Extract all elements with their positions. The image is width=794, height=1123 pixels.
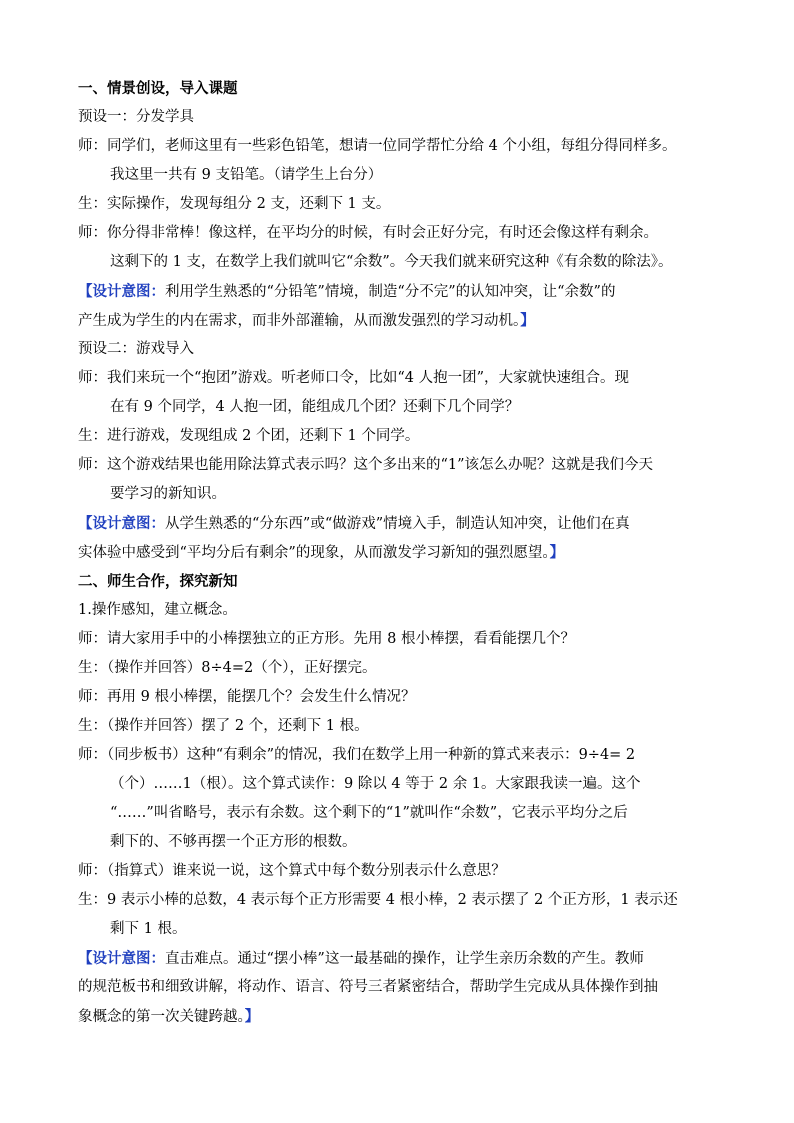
teacher-line: 师：这个游戏结果也能用除法算式表示吗？这个多出来的“1”该怎么办呢？这就是我们今天	[78, 457, 654, 473]
student-line-cont: 剩下 1 根。	[110, 921, 187, 937]
preset-2-label: 预设二：游戏导入	[78, 341, 194, 357]
design-intent-note-cont	[78, 306, 728, 335]
student-line: 生：（操作并回答）摆了 2 个，还剩下 1 根。	[78, 718, 369, 734]
design-intent-close: 】	[244, 1008, 260, 1025]
teacher-line: 师：请大家用手中的小棒摆独立的正方形。先用 8 根小棒摆，看看能摆几个？	[78, 631, 575, 647]
design-intent-note-cont	[78, 1002, 728, 1031]
design-intent-text: 利用学生熟悉的“分铅笔”情境，制造“分不完”的认知冲突，让“余数”的	[165, 284, 616, 300]
design-intent-note-cont	[78, 538, 728, 567]
teacher-line-cont: （个）……1（根）。这个算式读作：9 除以 4 等于 2 余 1。大家跟我读一遍。这个	[110, 776, 641, 792]
student-line: 生：9 表示小棒的总数，4 表示每个正方形需要 4 根小棒，2 表示摆了 2 个正方形，1 表示还	[78, 892, 678, 908]
section-1-heading: 一、情景创设，导入课题	[78, 80, 238, 97]
design-intent-note	[78, 944, 728, 973]
teacher-line: 师：我们来玩一个“抱团”游戏。听老师口令，比如“4 人抱一团”，大家就快速组合。现	[78, 370, 629, 386]
design-intent-text: 象概念的第一次关键跨越。	[78, 1009, 245, 1025]
teacher-line-cont: 这剩下的 1 支，在数学上我们就叫它“余数”。今天我们就来研究这种《有余数的除法》。	[110, 254, 673, 270]
teacher-line: 师：再用 9 根小棒摆，能摆几个？会发生什么情况？	[78, 689, 416, 705]
teacher-line: 师：（指算式）谁来说一说，这个算式中每个数分别表示什么意思？	[78, 863, 506, 879]
section-2-heading: 二、师生合作，探究新知	[78, 573, 238, 590]
design-intent-note-cont	[78, 973, 728, 1002]
teacher-line-cont: 我这里一共有 9 支铅笔。（请学生上台分）	[110, 167, 383, 183]
document-page	[78, 74, 728, 1031]
student-line: 生：实际操作，发现每组分 2 支，还剩下 1 支。	[78, 196, 391, 212]
design-intent-text: 从学生熟悉的“分东西”或“做游戏”情境入手，制造认知冲突，让他们在真	[165, 516, 630, 532]
teacher-line-cont: 剩下的、不够再摆一个正方形的根数。	[110, 834, 357, 850]
teacher-line-cont: “……”叫省略号，表示有余数。这个剩下的“1”就叫作“余数”，它表示平均分之后	[110, 805, 628, 821]
student-line: 生：进行游戏，发现组成 2 个团，还剩下 1 个同学。	[78, 428, 420, 444]
teacher-line: 师：（同步板书）这种“有剩余”的情况，我们在数学上用一种新的算式来表示：9÷4= 2	[78, 747, 636, 763]
design-intent-note	[78, 277, 728, 306]
design-intent-label: 【设计意图：	[78, 515, 165, 532]
design-intent-text: 直击难点。通过“摆小棒”这一最基础的操作，让学生亲历余数的产生。教师	[165, 951, 644, 967]
student-line: 生：（操作并回答）8÷4=2（个），正好摆完。	[78, 660, 377, 676]
design-intent-text: 实体验中感受到“平均分后有剩余”的现象，从而激发学习新知的强烈愿望。	[78, 545, 550, 561]
design-intent-close: 】	[520, 312, 535, 329]
design-intent-text: 的规范板书和细致讲解，将动作、语言、符号三者紧密结合，帮助学生完成从具体操作到抽	[78, 979, 658, 995]
design-intent-close: 】	[549, 544, 565, 561]
teacher-line-cont: 在有 9 个同学，4 人抱一团，能组成几个团？还剩下几个同学？	[110, 399, 520, 415]
teacher-line-cont: 要学习的新知识。	[110, 486, 226, 502]
design-intent-label: 【设计意图：	[78, 950, 165, 967]
design-intent-label: 【设计意图：	[78, 283, 165, 300]
design-intent-note	[78, 509, 728, 538]
teacher-line: 师：同学们，老师这里有一些彩色铅笔，想请一位同学帮忙分给 4 个小组，每组分得同样多。	[78, 138, 677, 154]
preset-1-label: 预设一：分发学具	[78, 109, 194, 125]
teacher-line: 师：你分得非常棒！像这样，在平均分的时候，有时会正好分完，有时还会像这样有剩余。	[78, 225, 658, 241]
design-intent-text: 产生成为学生的内在需求，而非外部灌输，从而激发强烈的学习动机。	[78, 313, 521, 329]
subsection-heading: 1.操作感知，建立概念。	[78, 602, 237, 618]
